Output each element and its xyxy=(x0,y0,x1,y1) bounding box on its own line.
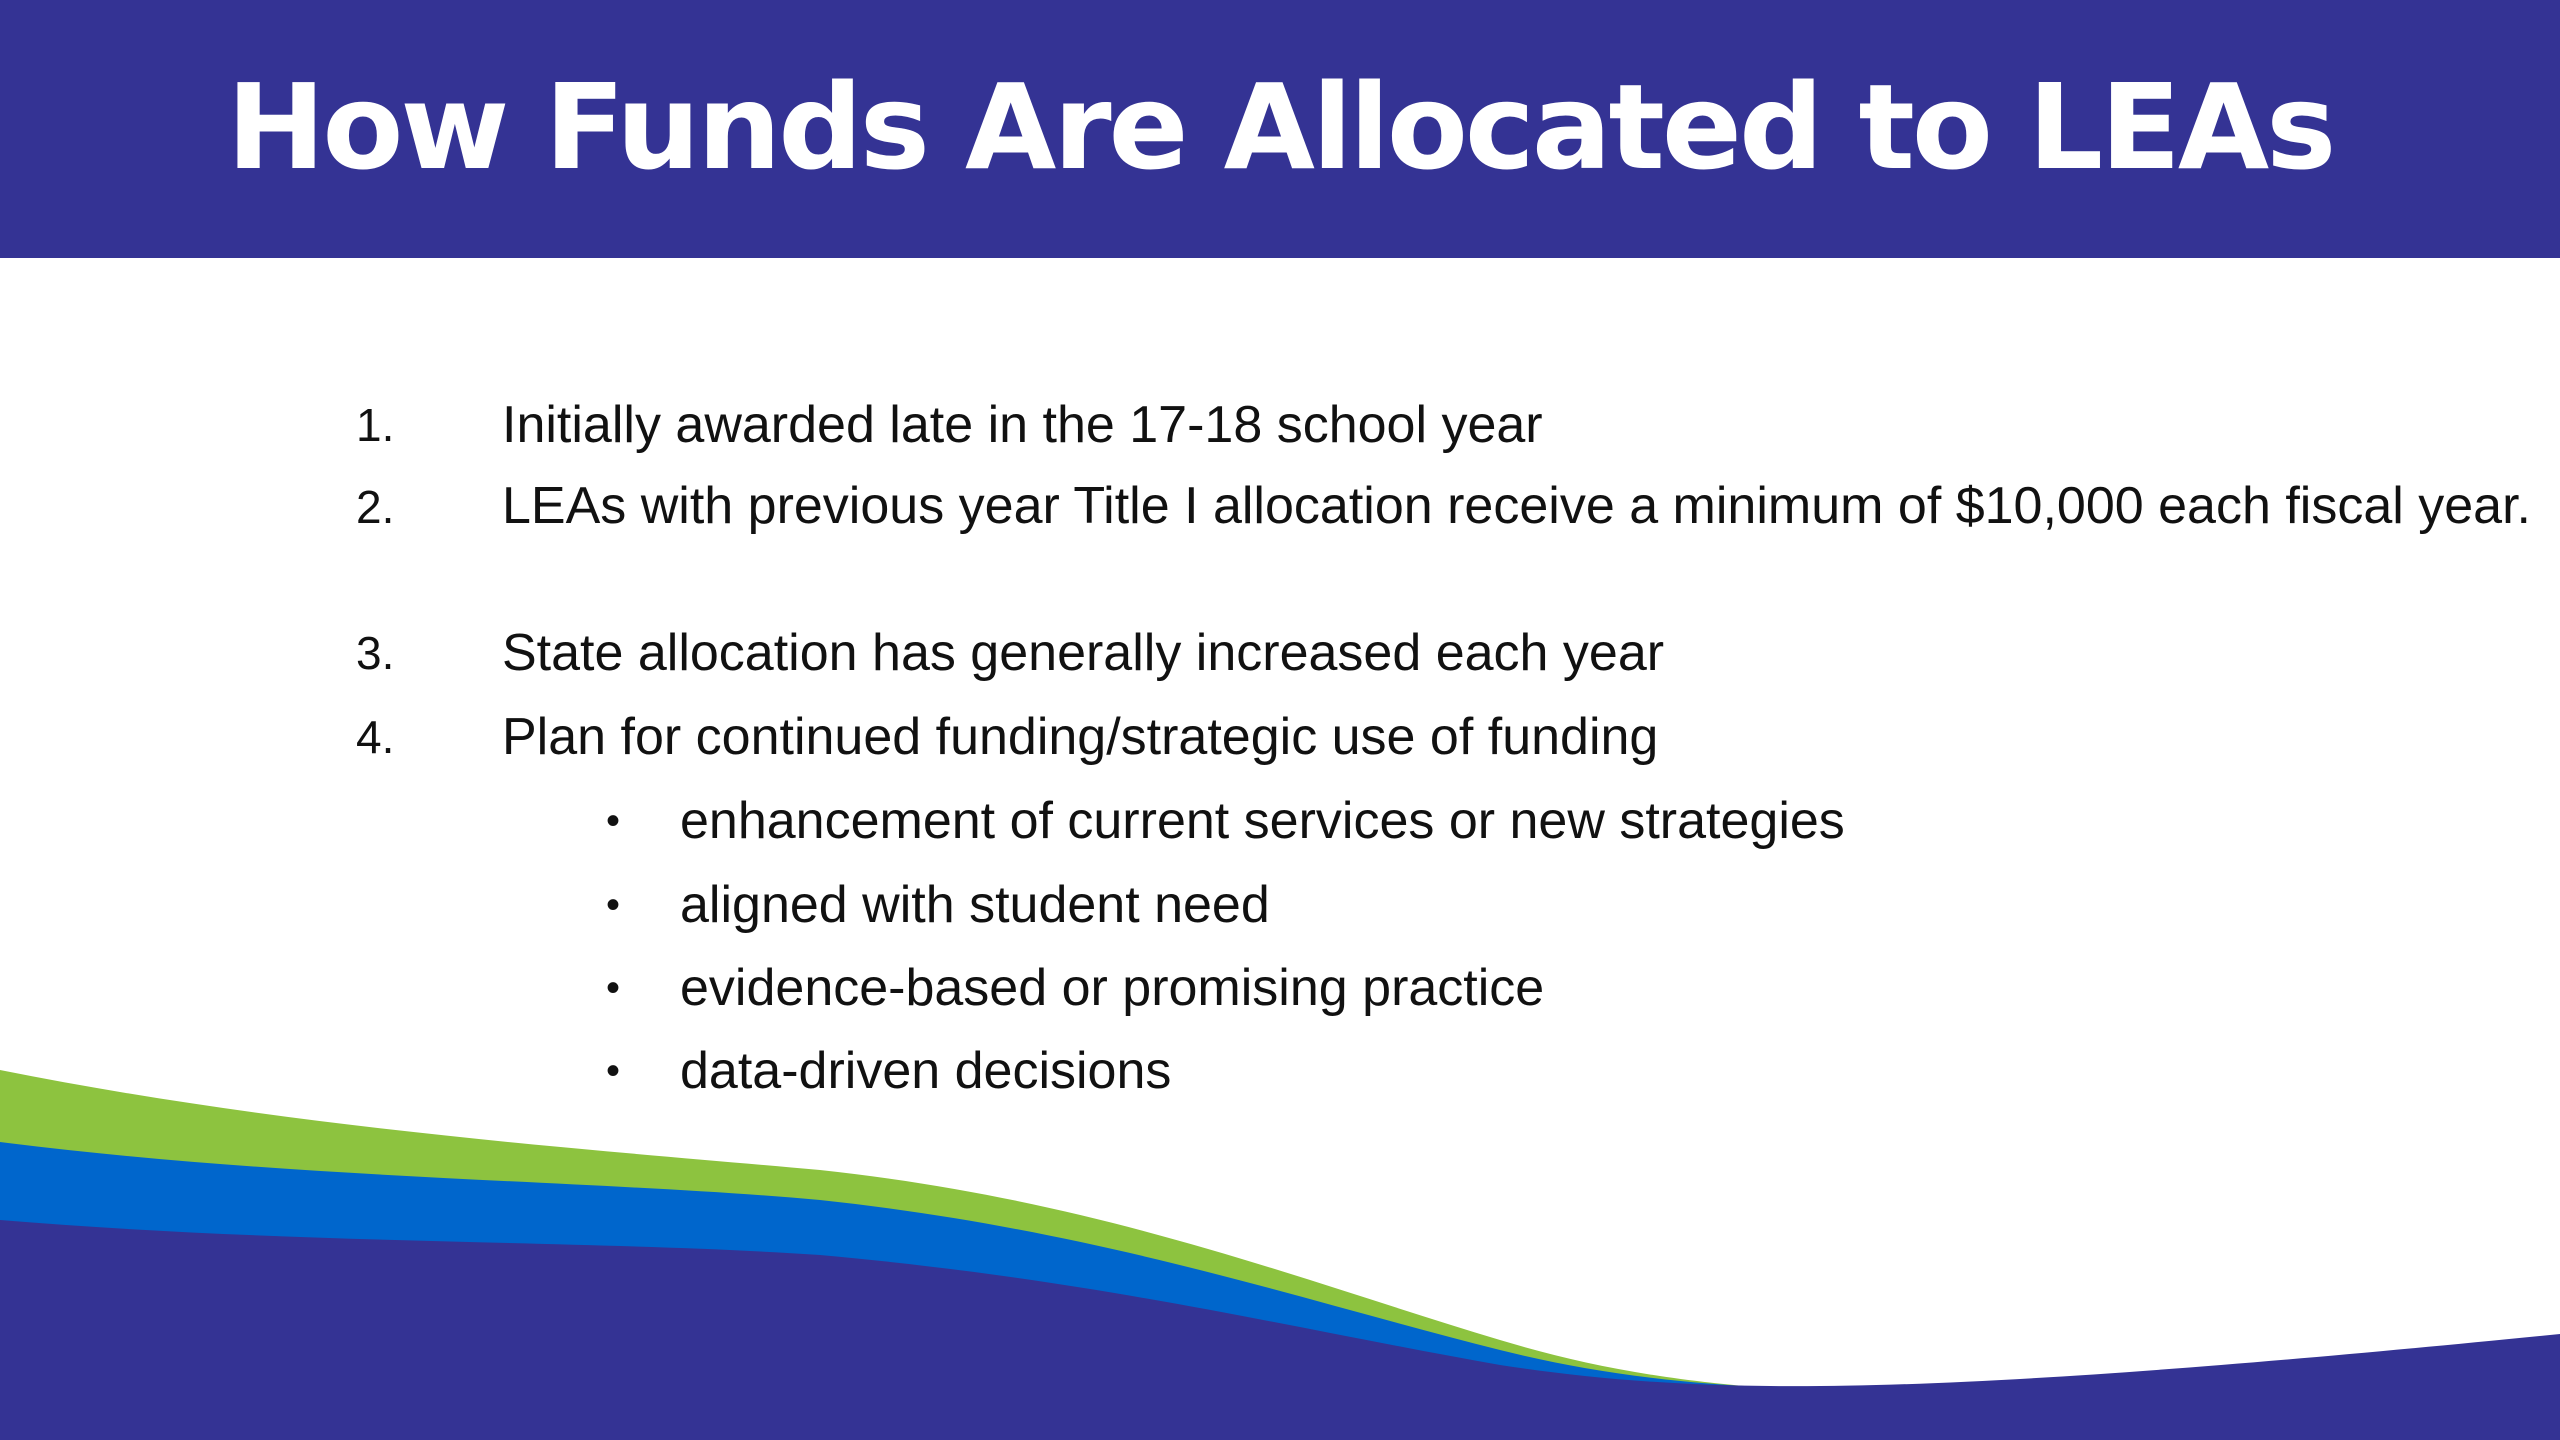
bullet-text: enhancement of current services or new strategies xyxy=(680,792,1845,850)
bullet-icon: • xyxy=(606,883,621,927)
item-text: Initially awarded late in the 17-18 school year xyxy=(502,396,1543,454)
item-number: 4. xyxy=(356,711,395,763)
bullet-text: data-driven decisions xyxy=(680,1042,1172,1100)
bullet-text: evidence-based or promising practice xyxy=(680,959,1545,1017)
item-number: 2. xyxy=(356,481,395,533)
item-text: Plan for continued funding/strategic use of funding xyxy=(502,708,1659,766)
bullet-text: aligned with student need xyxy=(680,876,1270,934)
bullet-icon: • xyxy=(606,966,621,1010)
slide-title: How Funds Are Allocated to LEAs xyxy=(226,58,2334,196)
bullet-icon: • xyxy=(606,799,621,843)
bullet-icon: • xyxy=(606,1049,621,1093)
item-text: State allocation has generally increased each year xyxy=(502,624,1665,682)
item-number: 1. xyxy=(356,399,395,451)
item-text: LEAs with previous year Title I allocation receive a minimum of $10,000 each fiscal year. xyxy=(502,477,2531,535)
item-number: 3. xyxy=(356,627,395,679)
